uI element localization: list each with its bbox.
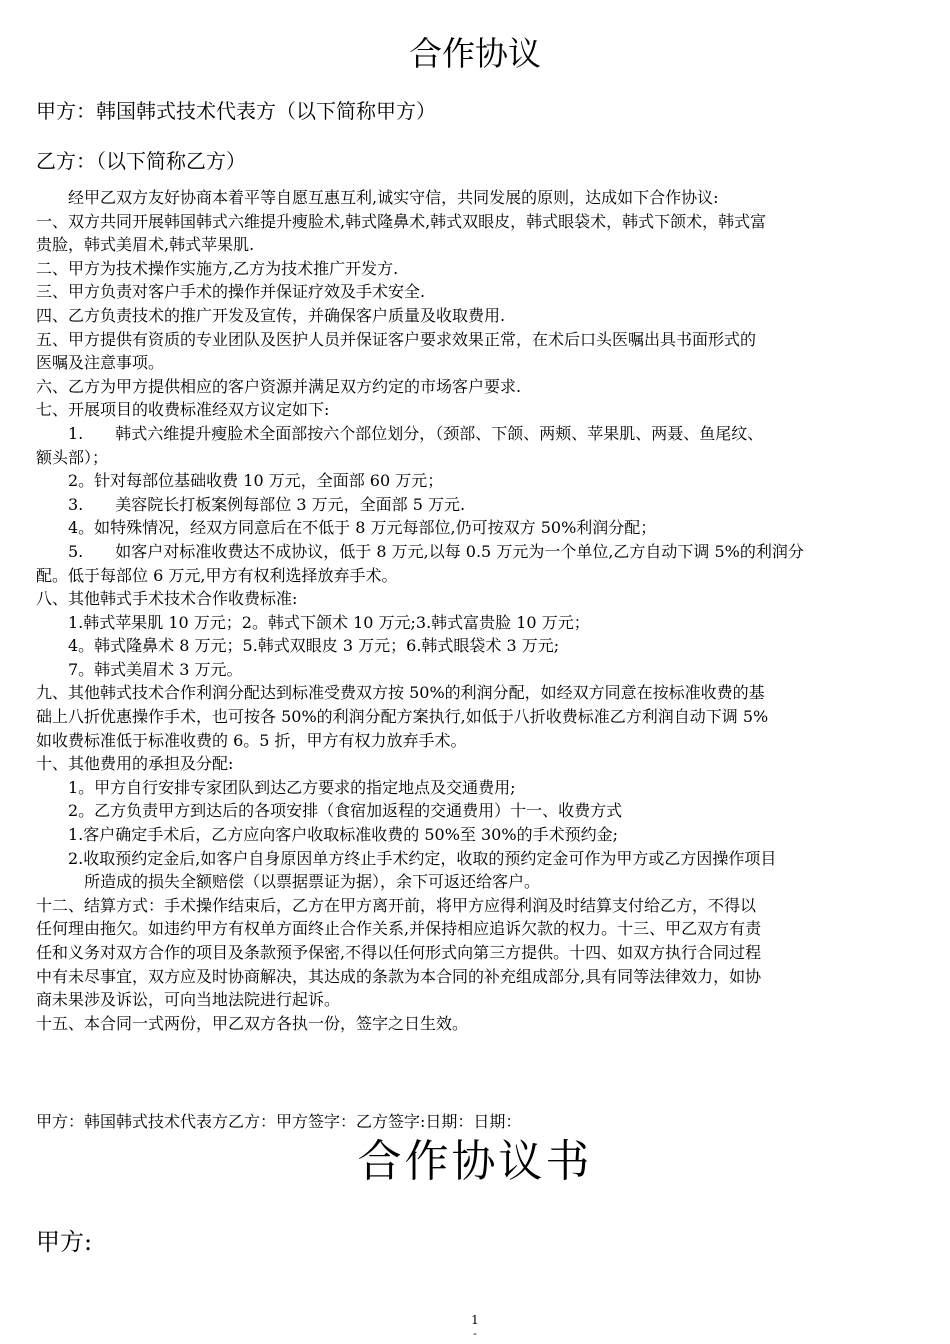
body-line: 任和义务对双方合作的项目及条款预予保密,不得以任何形式向第三方提供。十四、如双方执行合同过程 [36, 943, 762, 962]
body-line: 医嘱及注意事项。 [36, 353, 165, 373]
body-line: 十、其他费用的承担及分配: [36, 754, 234, 774]
body-line: 四、乙方负责技术的推广开发及宣传，并确保客户质量及收取费用. [36, 305, 506, 325]
body-line: 1.客户确定手术后，乙方应向客户收取标准收费的 50%至 30%的手术预约金; [36, 825, 618, 845]
body-line: 六、乙方为甲方提供相应的客户资源并满足双方约定的市场客户要求. [36, 376, 522, 396]
page-number: 1 [471, 1313, 479, 1327]
body-line: 4。如特殊情况，经双方同意后在不低于 8 万元每部位,仍可按双方 50%利润分配； [36, 518, 657, 538]
body-line: 额头部）； [36, 447, 109, 467]
body-line: 中有未尽事宜，双方应及时协商解决，其达成的条款为本合同的补充组成部分,具有同等法律效力，如协 [36, 966, 762, 986]
body-line: 1。甲方自行安排专家团队到达乙方要求的指定地点及交通费用; [36, 777, 516, 797]
agreement-body [36, 186, 916, 1035]
signature-line: 甲方：韩国韩式技术代表方乙方：甲方签字：乙方签字:日期：日期： [36, 1112, 522, 1131]
body-line: 5. 如客户对标准收费达不成协议，低于 8 万元,以每 0.5 万元为一个单位,乙方自动下调 5%的利润分 [36, 541, 804, 561]
body-line: 经甲乙双方友好协商本着平等自愿互惠互利,诚实守信，共同发展的原则，达成如下合作协议: [36, 188, 719, 207]
body-line: 所造成的损失全额赔偿（以票据票证为据），余下可返还给客户。 [36, 872, 541, 892]
body-line: 2.收取预约定金后,如客户自身原因单方终止手术约定，收取的预约定金可作为甲方或乙方因操作项目 [36, 848, 777, 868]
body-line: 三、甲方负责对客户手术的操作并保证疗效及手术安全. [36, 282, 426, 302]
body-line: 任何理由拖欠。如违约甲方有权单方面终止合作关系,并保持相应追诉欠款的权力。十三、甲乙双方有责 [36, 919, 762, 939]
party-a-line-2: 甲方: [36, 1228, 93, 1256]
body-line: 十五、本合同一式两份，甲乙双方各执一份，签字之日生效。 [36, 1013, 469, 1033]
body-line: 4。韩式隆鼻术 8 万元；5.韩式双眼皮 3 万元；6.韩式眼袋术 3 万元; [36, 636, 560, 656]
party-b-line: 乙方：（以下简称乙方） [36, 149, 246, 173]
body-line: 2。针对每部位基础收费 10 万元，全面部 60 万元； [36, 471, 444, 491]
body-line: 商未果涉及诉讼，可向当地法院进行起诉。 [36, 990, 341, 1010]
page-dash: - [473, 1327, 477, 1340]
body-line: 十二、结算方式：手术操作结束后，乙方在甲方离开前，将甲方应得利润及时结算支付给乙方，不得以 [36, 895, 757, 915]
body-line: 1. 韩式六维提升瘦脸术全面部按六个部位划分，（颈部、下颌、两颊、苹果肌、两聂、鱼尾纹、 [36, 423, 764, 443]
second-title: 合作协议书 [357, 1136, 593, 1187]
body-line: 二、甲方为技术操作实施方,乙方为技术推广开发方. [36, 258, 399, 278]
body-line: 1.韩式苹果肌 10 万元；2。韩式下颌术 10 万元;3.韩式富贵脸 10 万元； [36, 612, 590, 632]
body-line: 2。乙方负责甲方到达后的各项安排（食宿加返程的交通费用）十一、收费方式 [36, 801, 623, 821]
body-line: 九、其他韩式技术合作利润分配达到标准受费双方按 50%的利润分配，如经双方同意在按标准收费的基 [36, 683, 765, 703]
body-line: 五、甲方提供有资质的专业团队及医护人员并保证客户要求效果正常，在术后口头医嘱出具书面形式的 [36, 329, 757, 349]
body-line: 七、开展项目的收费标准经双方议定如下: [36, 400, 330, 420]
body-line: 3. 美容院长打板案例每部位 3 万元，全面部 5 万元. [36, 494, 466, 514]
body-line: 贵脸，韩式美眉术,韩式苹果肌. [36, 235, 255, 255]
body-line: 一、双方共同开展韩国韩式六维提升瘦脸术,韩式隆鼻术,韩式双眼皮，韩式眼袋术，韩式下颌术，韩式富 [36, 211, 767, 231]
body-line: 配。低于每部位 6 万元,甲方有权利选择放弃手术。 [36, 565, 398, 585]
body-line: 7。韩式美眉术 3 万元。 [36, 659, 243, 679]
body-line: 础上八折优惠操作手术，也可按各 50%的利润分配方案执行,如低于八折收费标准乙方利润自动下调 5% [36, 707, 769, 727]
document-title: 合作协议 [409, 34, 541, 73]
body-line: 八、其他韩式手术技术合作收费标准: [36, 589, 298, 609]
party-a-line: 甲方：韩国韩式技术代表方（以下简称甲方） [36, 99, 436, 123]
body-line: 如收费标准低于标准收费的 6。5 折，甲方有权力放弃手术。 [36, 730, 467, 750]
